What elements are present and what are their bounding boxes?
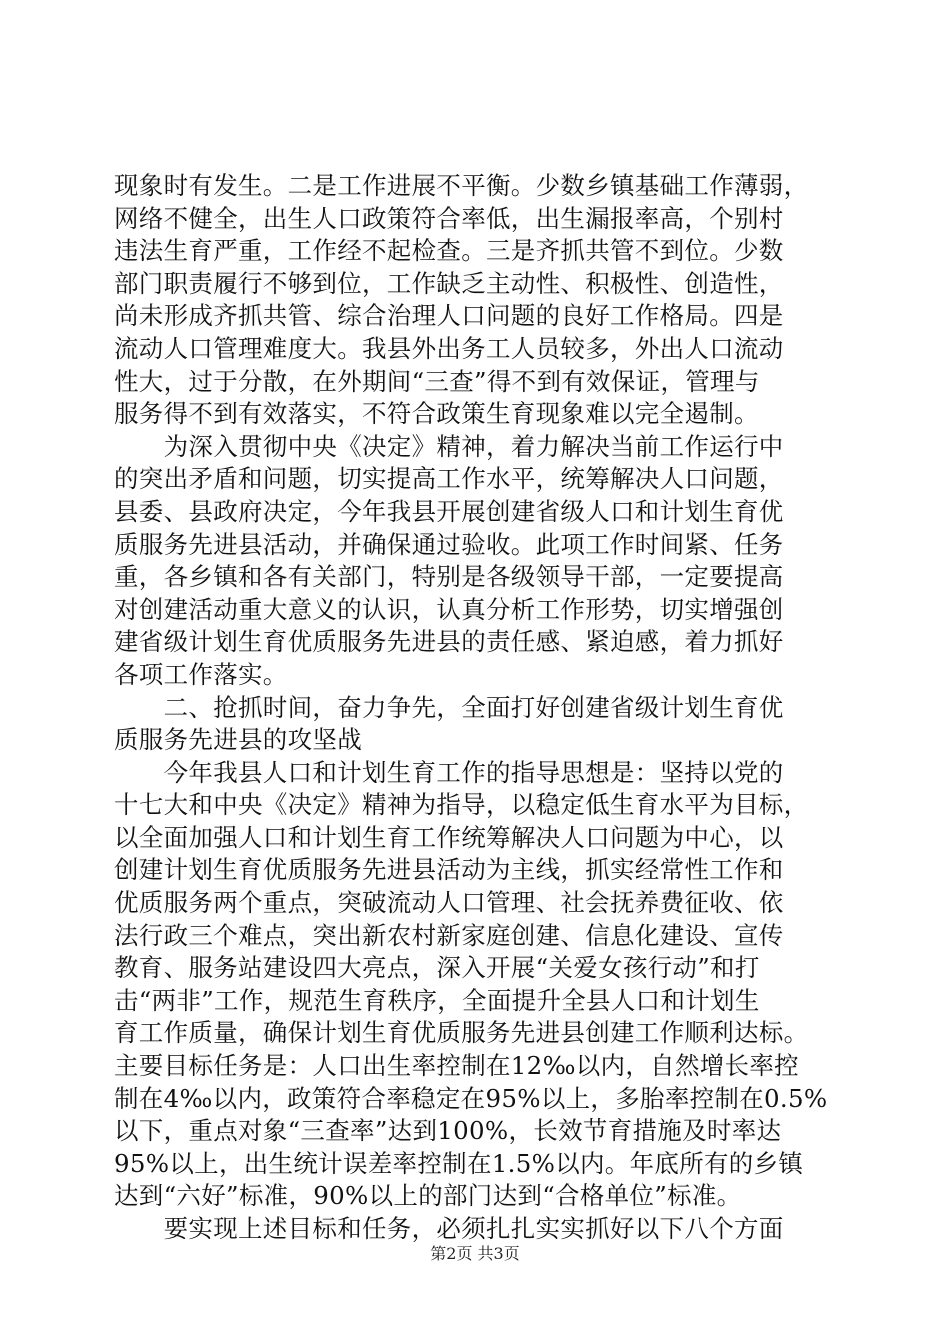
text-line: 的突出矛盾和问题，切实提高工作水平，统筹解决人口问题，	[114, 464, 784, 494]
text-line: 对创建活动重大意义的认识，认真分析工作形势，切实增强创	[114, 594, 784, 624]
text-line: 今年我县人口和计划生育工作的指导思想是：坚持以党的	[114, 757, 784, 787]
text-line: 现象时有发生。二是工作进展不平衡。少数乡镇基础工作薄弱，	[114, 171, 809, 200]
page-footer: 第2页 共3页	[430, 1244, 520, 1263]
text-line: 质服务先进县的攻坚战	[114, 725, 362, 755]
text-line: 制在4‰以内，政策符合率稳定在95%以上，多胎率控制在0.5%	[114, 1083, 828, 1113]
text-line: 重，各乡镇和各有关部门，特别是各级领导干部，一定要提高	[114, 562, 784, 592]
text-line: 以全面加强人口和计划生育工作统筹解决人口问题为中心，以	[114, 822, 784, 852]
text-line: 教育、服务站建设四大亮点，深入开展“关爱女孩行动”和打	[114, 953, 760, 983]
text-line: 优质服务两个重点，突破流动人口管理、社会抚养费征收、依	[114, 888, 784, 918]
text-line: 县委、县政府决定，今年我县开展创建省级人口和计划生育优	[114, 496, 784, 526]
text-line: 质服务先进县活动，并确保通过验收。此项工作时间紧、任务	[114, 529, 784, 559]
text-line: 击“两非”工作，规范生育秩序，全面提升全县人口和计划生	[114, 985, 760, 1015]
text-line: 流动人口管理难度大。我县外出务工人员较多，外出人口流动	[114, 333, 784, 363]
text-line: 尚未形成齐抓共管、综合治理人口问题的良好工作格局。四是	[114, 301, 784, 331]
text-line: 主要目标任务是：人口出生率控制在12‰以内，自然增长率控	[114, 1051, 799, 1081]
document-body	[114, 170, 836, 1246]
text-line: 法行政三个难点，突出新农村新家庭创建、信息化建设、宣传	[114, 920, 784, 950]
text-line: 以下，重点对象“三查率”达到100%，长效节育措施及时率达	[114, 1116, 782, 1146]
text-line: 网络不健全，出生人口政策符合率低，出生漏报率高，个别村	[114, 203, 784, 233]
text-line: 十七大和中央《决定》精神为指导，以稳定低生育水平为目标，	[114, 790, 809, 820]
text-line: 达到“六好”标准，90%以上的部门达到“合格单位”标准。	[114, 1181, 742, 1211]
text-line: 服务得不到有效落实，不符合政策生育现象难以完全遏制。	[114, 399, 759, 429]
text-line: 建省级计划生育优质服务先进县的责任感、紧迫感，着力抓好	[114, 627, 784, 657]
text-line: 违法生育严重，工作经不起检查。三是齐抓共管不到位。少数	[114, 236, 784, 266]
text-line: 创建计划生育优质服务先进县活动为主线，抓实经常性工作和	[114, 855, 784, 885]
text-line: 育工作质量，确保计划生育优质服务先进县创建工作顺利达标。	[114, 1018, 809, 1048]
text-line: 性大，过于分散，在外期间“三查”得不到有效保证，管理与	[114, 366, 760, 396]
text-line: 为深入贯彻中央《决定》精神，着力解决当前工作运行中	[114, 431, 784, 461]
text-line: 要实现上述目标和任务，必须扎扎实实抓好以下八个方面	[114, 1214, 784, 1243]
text-line: 二、抢抓时间，奋力争先，全面打好创建省级计划生育优	[114, 692, 784, 722]
text-line: 各项工作落实。	[114, 659, 288, 689]
text-line: 部门职责履行不够到位，工作缺乏主动性、积极性、创造性，	[114, 268, 784, 298]
text-line: 95%以上，出生统计误差率控制在1.5%以内。年底所有的乡镇	[114, 1148, 804, 1178]
